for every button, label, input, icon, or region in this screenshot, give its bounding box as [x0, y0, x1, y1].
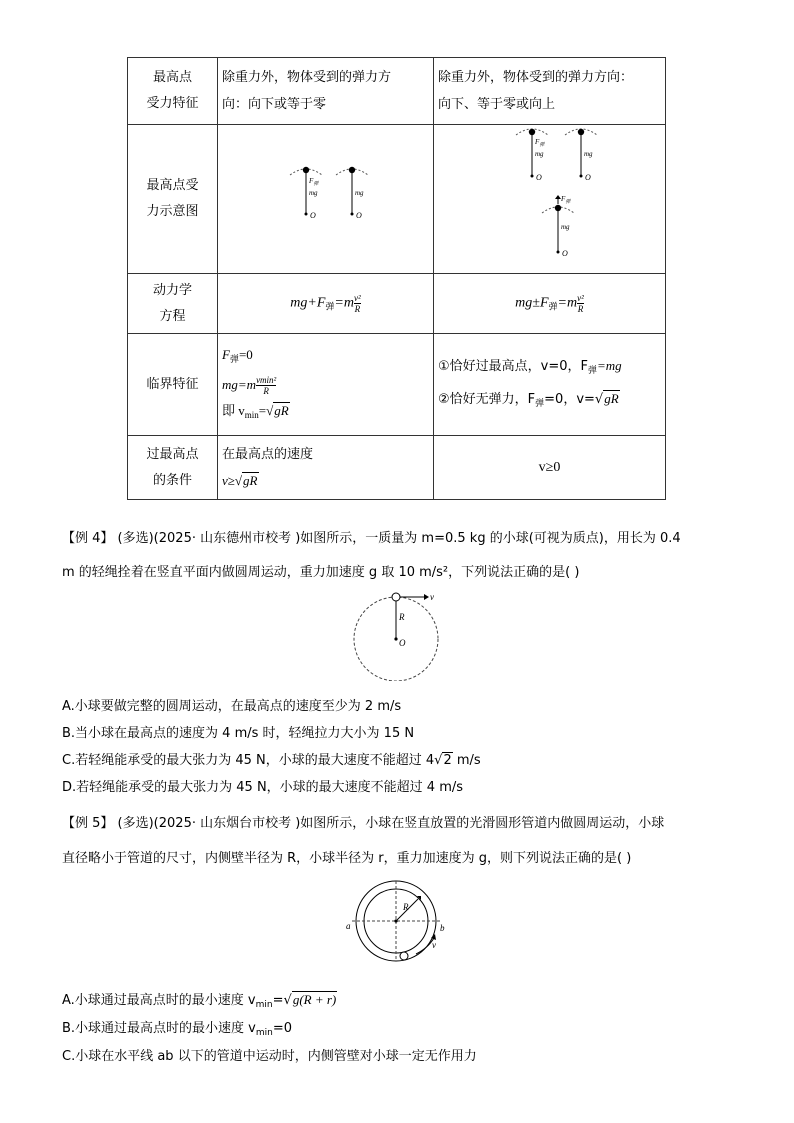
rope-critical-feature: $F_弹=0$ mg=m $\frac{\text{vmin²}}{R}$ 即 $v_{min}=√gR$ [218, 334, 434, 436]
ball [400, 952, 408, 960]
cell-rope-force-diagram [218, 125, 434, 274]
example5-tube-figure [344, 876, 448, 966]
svg-text:O: O [562, 249, 568, 258]
label-r: R [399, 612, 405, 622]
svg-text:mg: mg [584, 150, 593, 158]
label-r: R [403, 902, 409, 912]
svg-text:F弹: $F_弹$ [561, 195, 571, 205]
header-force-feature: 最高点 受力特征 [128, 58, 218, 125]
header-dynamics-equation: 动力学 方程 [128, 274, 218, 334]
example5-option-b: B.小球通过最高点时的最小速度 $v_{min}=0$ [62, 1021, 293, 1038]
table-row-force-diagram [128, 125, 666, 274]
rope-pass-condition: 在最高点的速度 v≥√gR [218, 436, 434, 500]
header-force-diagram: 最高点受 力示意图 [128, 125, 218, 274]
svg-text:F弹: $F_弹$ [535, 138, 545, 148]
table-row-force-feature [128, 58, 666, 125]
example5-question-line1: 【例 5】 (多选)(2025· 山东烟台市校考 )如图所示，小球在竖直放置的光滑圆形管道内做圆周运动，小球 [62, 816, 665, 831]
ball [392, 593, 400, 601]
rod-pass-condition: v≥0 [434, 436, 666, 500]
example4-option-a: A.小球要做完整的圆周运动，在最高点的速度至少为 2 m/s [62, 699, 402, 714]
example5-option-a: A.小球通过最高点时的最小速度 $v_{min}=√g(R + r)$ [62, 992, 337, 1010]
example4-option-d: D.若轻绳能承受的最大张力为 45 N，小球的最大速度不能超过 4 m/s [62, 780, 464, 795]
comparison-table [127, 57, 666, 500]
header-pass-condition: 过最高点 的条件 [128, 436, 218, 500]
label-a: a [346, 921, 351, 931]
rod-diagram-c [542, 195, 574, 258]
header-critical-feature: 临界特征 [128, 334, 218, 436]
rope-dynamics-equation: $mg+F_弹=m$ $\frac{\text{v²}}{R}$ [218, 274, 434, 334]
label-v: v [430, 592, 434, 602]
svg-text:O: O [536, 173, 542, 182]
table-row-critical-feature [128, 334, 666, 436]
cell-rope-force-feature: 除重力外，物体受到的弹力方 向：向下或等于零 [218, 58, 434, 125]
svg-text:O: O [310, 211, 316, 220]
label-v: v [432, 940, 436, 950]
rope-force-diagram [222, 125, 429, 269]
example4-option-b: B.当小球在最高点的速度为 4 m/s 时，轻绳拉力大小为 15 N [62, 726, 415, 741]
cell-rod-force-diagram [434, 125, 666, 274]
cell-rod-force-feature: 除重力外，物体受到的弹力方向： 向下、等于零或向上 [434, 58, 666, 125]
example5-question-line2: 直径略小于管道的尺寸，内侧壁半径为 R，小球半径为 r，重力加速度为 g，则下列说法正确的是( ) [62, 851, 632, 866]
rope-diagram-a [290, 167, 322, 220]
table-row-dynamics-equation [128, 274, 666, 334]
center-point [394, 637, 397, 640]
rod-force-diagram [438, 125, 661, 269]
svg-text:mg: mg [309, 189, 318, 197]
table-row-pass-condition [128, 436, 666, 500]
example4-option-c: C.若轻绳能承受的最大张力为 45 N，小球的最大速度不能超过 4√2 m/s [62, 753, 481, 768]
rod-critical-feature: ①恰好过最高点，v=0，$F_弹=mg$ ②恰好无弹力，$F_弹=0$，v=√gR [434, 334, 666, 436]
example4-question-line1: 【例 4】 (多选)(2025· 山东德州市校考 )如图所示，一质量为 m=0.5 kg 的小球(可视为质点)，用长为 0.4 [62, 531, 681, 546]
svg-text:mg: mg [561, 223, 570, 231]
center-point [394, 919, 397, 922]
rod-diagram-b [565, 129, 597, 182]
velocity-arrowhead [424, 594, 429, 600]
label-b: b [440, 923, 445, 933]
rope-diagram-b [336, 167, 368, 220]
svg-text:F弹: $F_弹$ [309, 177, 319, 187]
svg-text:O: O [356, 211, 362, 220]
rod-diagram-a [516, 129, 548, 182]
label-o: O [399, 638, 406, 648]
svg-text:mg: mg [535, 150, 544, 158]
svg-text:O: O [585, 173, 591, 182]
example5-option-c: C.小球在水平线 ab 以下的管道中运动时，内侧管壁对小球一定无作用力 [62, 1049, 477, 1064]
example4-question-line2: m 的轻绳拴着在竖直平面内做圆周运动，重力加速度 g 取 10 m/s²，下列说法正确的是( ) [62, 565, 580, 580]
example4-circle-figure [348, 589, 448, 681]
svg-text:mg: mg [355, 189, 364, 197]
rod-dynamics-equation: $mg\pm F_弹=m$ $\frac{\text{v²}}{R}$ [434, 274, 666, 334]
